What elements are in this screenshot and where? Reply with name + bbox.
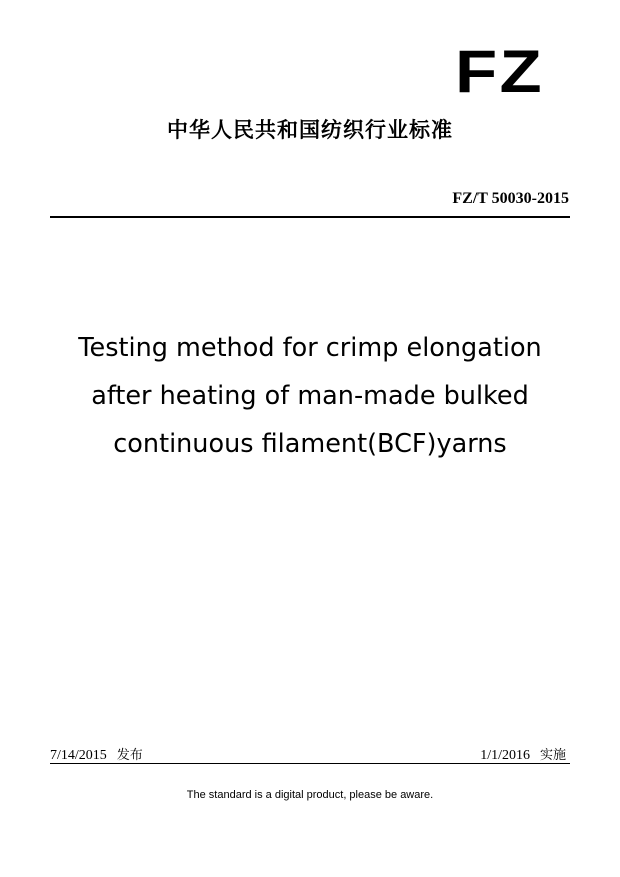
implementation-label: 实施 — [539, 748, 566, 763]
digital-product-note: The standard is a digital product, please be aware. — [186, 789, 434, 801]
bottom-divider — [50, 763, 570, 764]
issue-label: 发布 — [116, 748, 143, 763]
implementation-info — [480, 744, 566, 764]
issue-date: 7/14/2015 — [50, 748, 107, 763]
organization-name: 中华人民共和国纺织行业标准 — [167, 118, 453, 142]
standard-number: FZ/T 50030-2015 — [452, 190, 569, 207]
title-line-1: Testing method for crimp elongation — [78, 333, 542, 363]
title-line-3: continuous filament(BCF)yarns — [113, 429, 507, 459]
issue-info — [50, 744, 143, 764]
fz-logo: FZ — [455, 38, 544, 105]
implementation-date: 1/1/2016 — [480, 748, 530, 763]
title-line-2: after heating of man-made bulked — [91, 381, 529, 411]
top-divider — [50, 216, 570, 218]
document-title — [0, 324, 620, 468]
